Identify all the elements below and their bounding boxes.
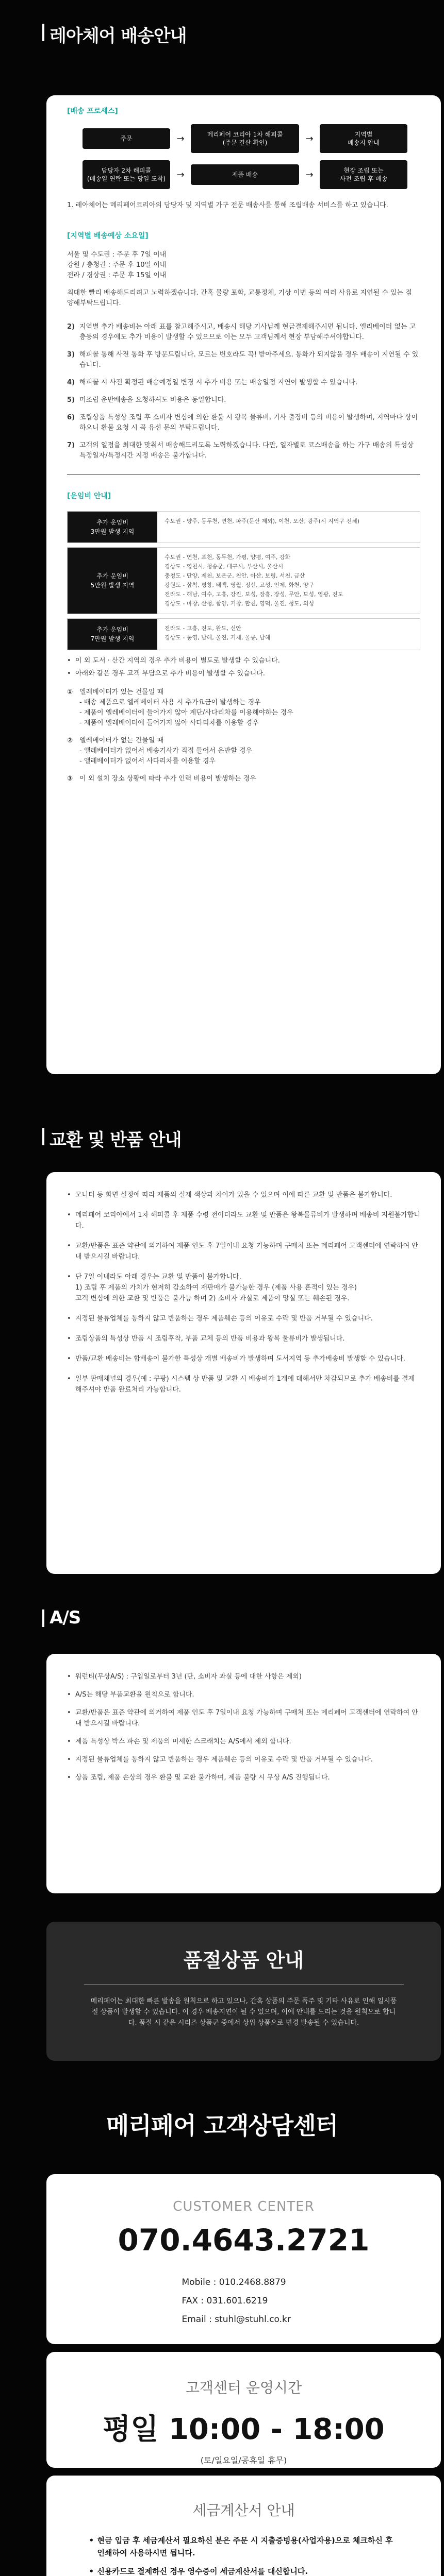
exchange-title: 교환 및 반품 안내 bbox=[50, 1126, 181, 1151]
extra-cost-case: ① 엘레베이터가 있는 건물일 때 - 배송 제품으로 엘레베이터 사용 시 추가요금이 발생하는 경우 - 제품이 엘레베이터에 들어가지 않아 계단/사다리차를 이용해야하는 경우 - 제품이 엘레베이터에 들어가지 않아 사다리차를 이용할 경우 bbox=[67, 688, 293, 727]
delivery-title: 레아체어 배송안내 bbox=[50, 22, 187, 47]
soldout-text: 메리페어는 최대한 빠른 발송을 원칙으로 하고 있으나, 간혹 상품의 주문 폭주 및 기타 사유로 인해 일시품절 상품이 발생할 수 있습니다. 이 경우 배송지연이 될 수 있으며, 이에 안내를 드리는 것을 원칙으로 합니다. 품절 시 같은 시리즈 상품군 중에서 상위 상품으로 변경 발송될 수 있습니다. bbox=[90, 1997, 397, 2027]
process-tag: [배송 프로세스] bbox=[67, 107, 118, 115]
period-note: 최대한 빨리 배송해드리려고 노력하겠습니다. 간혹 물량 포화, 교통정체, 기상 이변 등의 여러 사유로 지연될 수 있는 점 양해부탁드립니다. bbox=[67, 289, 412, 307]
extra-cost-case: ③ 이 외 설치 장소 상황에 따라 추가 인력 비용이 발생하는 경우 bbox=[67, 775, 256, 783]
region-footnote: • 이 외 도서 · 산간 지역의 경우 추가 비용이 별도로 발생할 수 있습니다. bbox=[67, 655, 420, 666]
tax-item: • 현금 입금 후 세금계산서 필요하신 분은 주문 시 지출증빙용(사업자용)으로 체크하신 후 인쇄하여 사용하시면 됩니다. bbox=[89, 2534, 399, 2559]
region-body: 수도권 - 양주, 동두천, 연천, 파주(문산 제외), 이천, 오산, 광주(시 지역구 전체) bbox=[165, 518, 360, 524]
as-item: • 상품 조립, 제품 손상의 경우 환불 및 교환 불가하며, 제품 불량 시 무상 A/S 진행됩니다. bbox=[67, 1772, 420, 1783]
region-label: 추가 운임비 3만원 발생 지역 bbox=[68, 512, 157, 543]
region-body: 수도권 - 연천, 포천, 동두천, 가평, 양평, 여주, 강화 경상도 - 영천시, 청송군, 대구시, 부산시, 울산시 충청도 - 단양, 제천, 보은군, 천안, 아산, 보령, 서천, 금산 강원도 - 삼척, 평창, 태백, 영월, 정선, 고성, 인제, 화천, 양구 전라도 - 해남, 여수, 고흥, 강진, 보성, 장흥, 장성, 무안, 보성, 영광, 진도 경상도 - 마창, 산청, 함양, 거창, 합천, 영덕, 울진, 청도, 의성 bbox=[165, 554, 343, 607]
period-item: 전라 / 경상권 : 주문 후 15일 이내 bbox=[67, 272, 167, 279]
exchange-item: • 교환/반품은 표준 약관에 의거하여 제품 인도 후 7일이내 요청 가능하며 구매처 또는 메리페어 고객센터에 연락하여 안내 받으시길 바랍니다. bbox=[67, 1241, 420, 1262]
delivery-card bbox=[46, 95, 441, 1074]
soldout-panel bbox=[46, 1922, 441, 2061]
hours-card bbox=[46, 2352, 441, 2468]
as-title: A/S bbox=[50, 1607, 81, 1628]
delivery-flow bbox=[83, 124, 420, 189]
region-row bbox=[67, 511, 420, 543]
region-row bbox=[67, 547, 420, 614]
fax-number: FAX : 031.601.6219 bbox=[182, 2296, 268, 2306]
exchange-card bbox=[46, 1172, 441, 1574]
delivery-note: 3) 해피콜 통해 사전 통화 후 방문드립니다. 모르는 번호라도 꼭! 받아주세요. 통화가 되지않을 경우 배송이 지연될 수 있습니다. bbox=[67, 351, 419, 369]
period-item: 강원 / 충청권 : 주문 후 10일 이내 bbox=[67, 261, 167, 269]
flow-step-5: 제품 배송 bbox=[191, 164, 299, 185]
flow-step-4: 담당자 2차 해피콜 (배송일 연락 또는 당일 도착) bbox=[83, 160, 170, 189]
flow-step-1: 주문 bbox=[83, 128, 170, 149]
center-title: 메리페어 고객상담센터 bbox=[106, 2112, 338, 2140]
process-note: 1. 레아체어는 메리페어코리아의 담당자 및 지역별 가구 전문 배송사를 통해 조립배송 서비스를 하고 있습니다. bbox=[67, 201, 388, 209]
mobile-number: Mobile : 010.2468.8879 bbox=[182, 2277, 286, 2287]
arrow-right-icon: → bbox=[176, 169, 185, 180]
exchange-item: • 지정된 물류업체를 통하지 않고 반품하는 경우 제품훼손 등의 이유로 수락 및 반품 거부될 수 있습니다. bbox=[67, 1313, 420, 1324]
hours-value: 평일 10:00 - 18:00 bbox=[103, 2413, 385, 2446]
arrow-right-icon: → bbox=[176, 133, 185, 144]
exchange-item: • 메리페어 코리아에서 1차 해피콜 후 제품 수령 전이더라도 교환 및 반품은 왕복물류비가 발생하며 배송비 지원불가합니다. bbox=[67, 1210, 420, 1231]
delivery-note: 6) 조립상품 특성상 조립 후 소비자 변심에 의한 환불 시 왕복 물류비, 기사 출장비 등의 비용이 발생하며, 지역마다 상이하오니 환불 요청 시 꼭 유선 문의 부탁드립니다. bbox=[67, 414, 418, 432]
period-tag: [지역별 배송예상 소요일] bbox=[67, 232, 149, 240]
delivery-note: 5) 미조립 운반배송을 요청하셔도 비용은 동일합니다. bbox=[67, 396, 226, 404]
exchange-item: • 반품/교환 배송비는 합배송이 불가한 특성상 개별 배송비가 발생하며 도서지역 등 추가배송비 발생할 수 있습니다. bbox=[67, 1353, 420, 1364]
region-tag: [운임비 안내] bbox=[67, 492, 111, 500]
delivery-note: 2) 지역별 추가 배송비는 아래 표를 참고해주시고, 배송시 해당 기사님께 현금결제해주시면 됩니다. 엘리베이터 없는 고층등의 경우에도 추가 비용이 발생할 수 있으므로 이는 모두 고객님께서 현장 부담해주셔야합니다. bbox=[67, 323, 416, 341]
as-card bbox=[46, 1654, 441, 1893]
email-address[interactable]: Email : stuhl@stuhl.co.kr bbox=[182, 2314, 291, 2325]
exchange-item: • 조립상품의 특성상 반품 시 조립후착, 부품 교체 등의 반품 비용과 왕복 물류비가 발생됩니다. bbox=[67, 1333, 420, 1344]
period-item: 서울 및 수도권 : 주문 후 7일 이내 bbox=[67, 251, 167, 259]
region-body: 전라도 - 고흥, 진도, 완도, 신안 경상도 - 통영, 남해, 울진, 거제, 울릉, 남해 bbox=[165, 625, 271, 641]
exchange-item: • 단 7일 이내라도 아래 경우는 교환 및 반품이 불가합니다. 1) 조립 후 제품의 가치가 현저히 감소하여 재판매가 불가능한 경우 (제품 사용 흔적이 있는 경우) 고객 변심에 의한 교환 및 반품은 불가능 하며 2) 소비자 과실로 제품이 망실 또는 훼손된 경우. bbox=[67, 1272, 420, 1304]
region-label: 추가 운임비 7만원 발생 지역 bbox=[68, 619, 157, 650]
as-item: • 지정된 물류업체를 통하지 않고 반품하는 경우 제품훼손 등의 이유로 수락 및 반품 거부될 수 있습니다. bbox=[67, 1754, 420, 1765]
hours-note: (토/일요일/공휴일 휴무) bbox=[200, 2455, 287, 2465]
customer-center-card bbox=[46, 2174, 441, 2344]
exchange-item: • 모니터 등 화면 설정에 따라 제품의 실제 색상과 차이가 있을 수 있으며 이에 따른 교환 및 반품은 불가합니다. bbox=[67, 1190, 420, 1200]
soldout-title: 품절상품 안내 bbox=[183, 1949, 304, 1972]
delivery-note: 7) 고객의 일정을 최대한 맞춰서 배송해드리도록 노력하겠습니다. 다만, 일자별로 코스배송을 하는 가구 배송의 특성상 특정일자/특정시간 지정 배송은 불가합니다. bbox=[67, 442, 414, 460]
tax-label: 세금계산서 안내 bbox=[192, 2502, 295, 2519]
as-item: • 교환/반품은 표준 약관에 의거하여 제품 인도 후 7일이내 요청 가능하며 구매처 또는 메리페어 고객센터에 연락하여 안내 받으시길 바랍니다. bbox=[67, 1707, 420, 1729]
extra-cost-case: ② 엘레베이터가 없는 건물일 때 - 엘레베이터가 없어서 배송기사가 직접 들어서 운반할 경우 - 엘레베이터가 없어서 사다리차를 이용할 경우 bbox=[67, 737, 253, 765]
soldout-divider bbox=[84, 1984, 404, 1985]
flow-step-3: 지역별 배송지 안내 bbox=[320, 124, 407, 153]
arrow-right-icon: → bbox=[305, 169, 314, 180]
as-item: • 워런티(무상A/S) : 구입일로부터 3년 (단, 소비자 과실 등에 대한 사항은 제외) bbox=[67, 1671, 420, 1682]
tax-item: • 신용카드로 결제하신 경우 영수증이 세금계산서를 대신합니다. bbox=[89, 2565, 399, 2576]
delivery-note: 4) 해피콜 시 사전 확정된 배송예정일 변경 시 추가 비용 또는 배송일정 지연이 발생할 수 있습니다. bbox=[67, 379, 358, 386]
region-row bbox=[67, 618, 420, 650]
arrow-right-icon: → bbox=[305, 133, 314, 144]
as-item: • A/S는 해당 부품교환을 원칙으로 합니다. bbox=[67, 1689, 420, 1700]
flow-step-6: 현장 조립 또는 사전 조립 후 배송 bbox=[320, 160, 407, 189]
as-item: • 제품 특성상 박스 파손 및 제품의 미세한 스크래치는 A/S에서 제외 합니다. bbox=[67, 1736, 420, 1747]
exchange-item: • 일부 판매채널의 경우(예 : 쿠팡) 시스템 상 반품 및 교환 시 배송비가 1개에 대해서만 차감되므로 추가 배송비를 결제해주셔야 반품 완료처리 가능합니다. bbox=[67, 1374, 420, 1395]
region-footnote: • 아래와 같은 경우 고객 부담으로 추가 비용이 발생할 수 있습니다. bbox=[67, 668, 420, 679]
region-label: 추가 운임비 5만원 발생 지역 bbox=[68, 548, 157, 614]
hours-label: 고객센터 운영시간 bbox=[185, 2379, 302, 2396]
cc-label: CUSTOMER CENTER bbox=[173, 2199, 315, 2214]
tax-card bbox=[46, 2476, 441, 2576]
phone-number[interactable]: 070.4643.2721 bbox=[118, 2223, 370, 2258]
flow-step-2: 메리페어 코리아 1차 해피콜 (주문 결산 확인) bbox=[191, 124, 299, 153]
